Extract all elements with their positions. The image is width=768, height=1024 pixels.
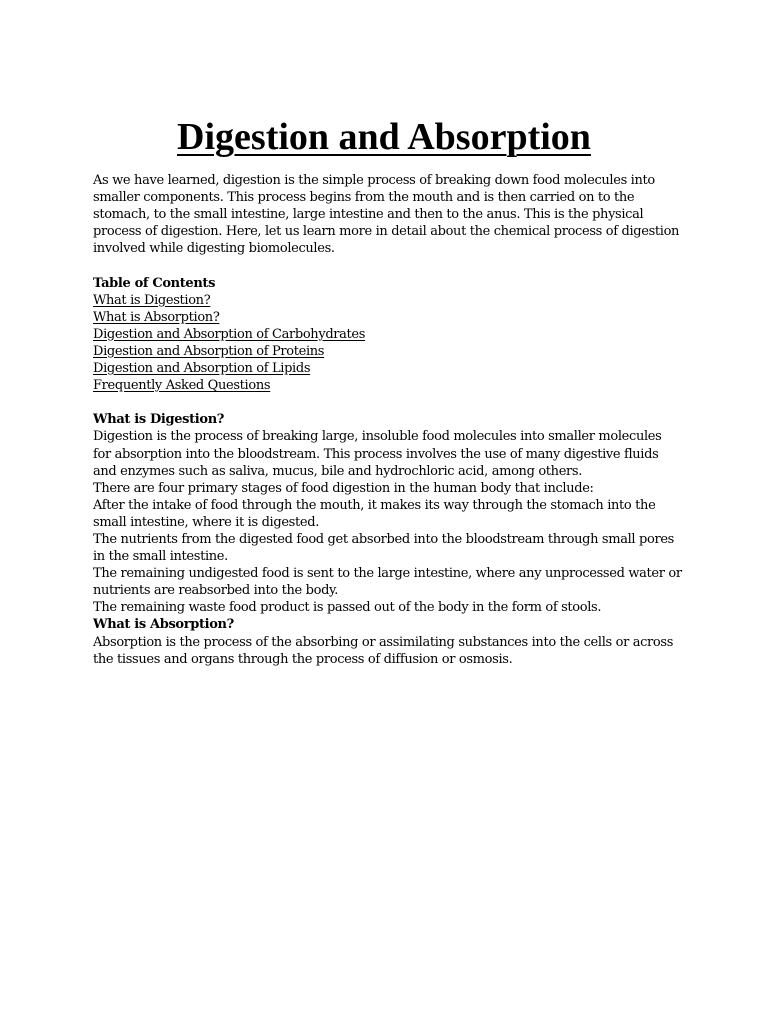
digestion-stage-4: The remaining waste food product is passed out of the body in the form of stools. <box>93 600 602 616</box>
absorption-paragraph: Absorption is the process of the absorbing or assimilating substances into the cells or across the tissues and organs through the process of diffusion or osmosis. <box>93 634 674 667</box>
digestion-paragraph: Digestion is the process of breaking large, insoluble food molecules into smaller molecules for absorption into the bloodstream. This process involves the use of many digestive fluids and enzymes such as saliva, mucus, bile and hydrochloric acid, among others. <box>93 429 662 479</box>
digestion-stage-3: The remaining undigested food is sent to the large intestine, where any unprocessed water or nutrients are reabsorbed into the body. <box>93 566 682 599</box>
spacer <box>93 257 683 274</box>
absorption-heading: What is Absorption? <box>93 617 234 633</box>
document-title: Digestion and Absorption <box>177 116 591 158</box>
toc-link-lipids[interactable]: Digestion and Absorption of Lipids <box>93 361 311 377</box>
toc-link-faq[interactable]: Frequently Asked Questions <box>93 378 271 394</box>
table-of-contents <box>93 292 683 395</box>
digestion-stage-2: The nutrients from the digested food get absorbed into the bloodstream through small pores in the small intestine. <box>93 531 674 565</box>
digestion-heading: What is Digestion? <box>93 412 225 428</box>
digestion-stages-intro: There are four primary stages of food digestion in the human body that include: <box>93 480 594 496</box>
intro-paragraph: As we have learned, digestion is the simple process of breaking down food molecules into smaller components. This process begins from the mouth and is then carried on to the stomach, to the small intestine, large intestine and then to the anus. This is the physical process of digestion. Here, let us learn more in detail about the chemical process of digestion involved while digesting biomolecules. <box>93 173 680 257</box>
toc-heading: Table of Contents <box>93 275 216 291</box>
document-body <box>93 172 683 668</box>
spacer <box>93 394 683 411</box>
toc-link-what-is-digestion[interactable]: What is Digestion? <box>93 292 211 308</box>
toc-link-carbohydrates[interactable]: Digestion and Absorption of Carbohydrates <box>93 326 366 342</box>
toc-link-what-is-absorption[interactable]: What is Absorption? <box>93 309 220 325</box>
digestion-stage-1: After the intake of food through the mouth, it makes its way through the stomach into the small intestine, where it is digested. <box>93 497 656 530</box>
toc-link-proteins[interactable]: Digestion and Absorption of Proteins <box>93 343 325 359</box>
